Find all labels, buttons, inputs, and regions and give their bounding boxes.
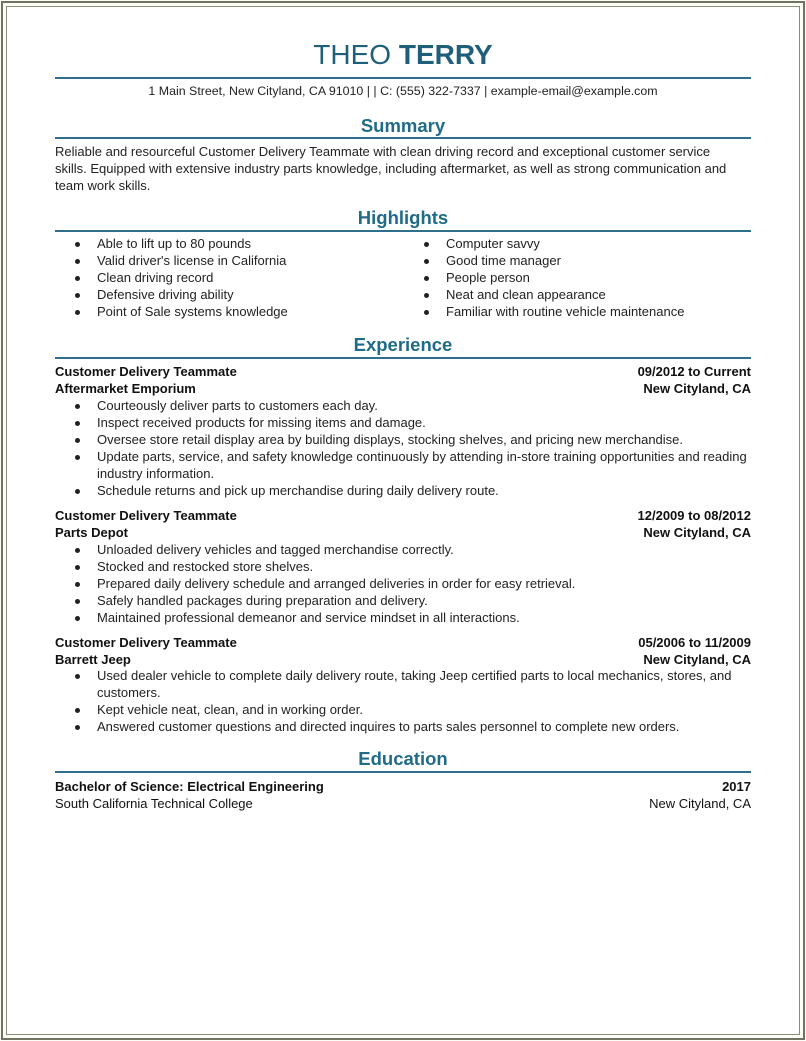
bullet-icon — [75, 489, 80, 494]
bullet-icon — [75, 259, 80, 264]
job-bullets — [55, 667, 751, 735]
experience-heading: Experience — [353, 334, 453, 355]
highlight-item: Clean driving record — [55, 269, 395, 286]
highlight-item: Defensive driving ability — [55, 286, 395, 303]
bullet-icon — [75, 421, 80, 426]
highlight-item: Computer savvy — [404, 235, 751, 252]
summary-text: Reliable and resourceful Customer Delivery Teammate with clean driving record and exceptional customer service skills. Equipped with extensive industry parts knowledge, including aftermarket, as well as strong communication and team work skills. — [55, 144, 727, 193]
job-bullet: Inspect received products for missing items and damage. — [55, 414, 751, 431]
job-bullets — [55, 397, 751, 499]
job-company: Barrett Jeep — [55, 652, 131, 667]
bullet-icon — [75, 293, 80, 298]
job-bullets — [55, 541, 751, 626]
job-bullet: Update parts, service, and safety knowledge continuously by attending in-store training opportunities and reading industry information. — [55, 448, 751, 482]
highlight-item: Able to lift up to 80 pounds — [55, 235, 395, 252]
bullet-icon — [75, 438, 80, 443]
job-location: New Cityland, CA — [643, 525, 751, 540]
bullet-icon — [424, 310, 429, 315]
highlights-divider — [55, 230, 751, 232]
highlights-heading: Highlights — [357, 207, 449, 228]
job-title: Customer Delivery Teammate — [55, 364, 237, 379]
job-location: New Cityland, CA — [643, 381, 751, 396]
job-bullet: Safely handled packages during preparation and delivery. — [55, 592, 751, 609]
job-bullet: Unloaded delivery vehicles and tagged merchandise correctly. — [55, 541, 751, 558]
education-heading: Education — [358, 748, 448, 769]
highlight-item: Point of Sale systems knowledge — [55, 303, 395, 320]
bullet-icon — [75, 565, 80, 570]
job-bullet: Kept vehicle neat, clean, and in working order. — [55, 701, 751, 718]
highlights-right-list — [404, 235, 751, 320]
contact-info: 1 Main Street, New Cityland, CA 91010 | | C: (555) 322-7337 | example-email@example.com — [148, 84, 658, 98]
job-bullet: Answered customer questions and directed inquires to parts sales personnel to complete new orders. — [55, 718, 751, 735]
bullet-icon — [424, 293, 429, 298]
bullet-icon — [75, 310, 80, 315]
job-bullet: Stocked and restocked store shelves. — [55, 558, 751, 575]
job-bullet: Oversee store retail display area by building displays, stocking shelves, and pricing new merchandise. — [55, 431, 751, 448]
job-dates: 12/2009 to 08/2012 — [637, 508, 751, 523]
bullet-icon — [75, 616, 80, 621]
highlight-item: Familiar with routine vehicle maintenance — [404, 303, 751, 320]
school-name: South California Technical College — [55, 796, 253, 811]
job-bullet: Courteously deliver parts to customers each day. — [55, 397, 751, 414]
bullet-icon — [75, 674, 80, 679]
job-title: Customer Delivery Teammate — [55, 508, 237, 523]
job-bullet: Used dealer vehicle to complete daily delivery route, taking Jeep certified parts to local mechanics, stores, and customers. — [55, 667, 751, 701]
job-bullet: Maintained professional demeanor and service mindset in all interactions. — [55, 609, 751, 626]
job-company: Aftermarket Emporium — [55, 381, 196, 396]
summary-divider — [55, 137, 751, 139]
job-title: Customer Delivery Teammate — [55, 635, 237, 650]
highlights-left-list — [55, 235, 395, 320]
bullet-icon — [424, 259, 429, 264]
school-location: New Cityland, CA — [649, 796, 751, 811]
highlight-item: Good time manager — [404, 252, 751, 269]
bullet-icon — [75, 455, 80, 460]
bullet-icon — [75, 708, 80, 713]
job-company: Parts Depot — [55, 525, 128, 540]
bullet-icon — [75, 599, 80, 604]
highlight-item: Valid driver's license in California — [55, 252, 395, 269]
job-bullet: Prepared daily delivery schedule and arranged deliveries in order for easy retrieval. — [55, 575, 751, 592]
job-dates: 09/2012 to Current — [637, 364, 751, 379]
job-dates: 05/2006 to 11/2009 — [638, 635, 751, 650]
last-name: TERRY — [398, 39, 493, 70]
bullet-icon — [424, 242, 429, 247]
summary-heading: Summary — [360, 115, 446, 136]
highlight-item: People person — [404, 269, 751, 286]
graduation-year: 2017 — [722, 779, 751, 794]
bullet-icon — [75, 725, 80, 730]
bullet-icon — [75, 582, 80, 587]
header-divider — [55, 77, 751, 79]
job-location: New Cityland, CA — [643, 652, 751, 667]
education-divider — [55, 771, 751, 773]
job-bullet: Schedule returns and pick up merchandise during daily delivery route. — [55, 482, 751, 499]
bullet-icon — [75, 548, 80, 553]
experience-divider — [55, 357, 751, 359]
bullet-icon — [424, 276, 429, 281]
bullet-icon — [75, 276, 80, 281]
degree: Bachelor of Science: Electrical Engineering — [55, 779, 324, 794]
bullet-icon — [75, 404, 80, 409]
first-name: THEO — [313, 39, 392, 70]
highlight-item: Neat and clean appearance — [404, 286, 751, 303]
candidate-name — [55, 39, 751, 71]
bullet-icon — [75, 242, 80, 247]
